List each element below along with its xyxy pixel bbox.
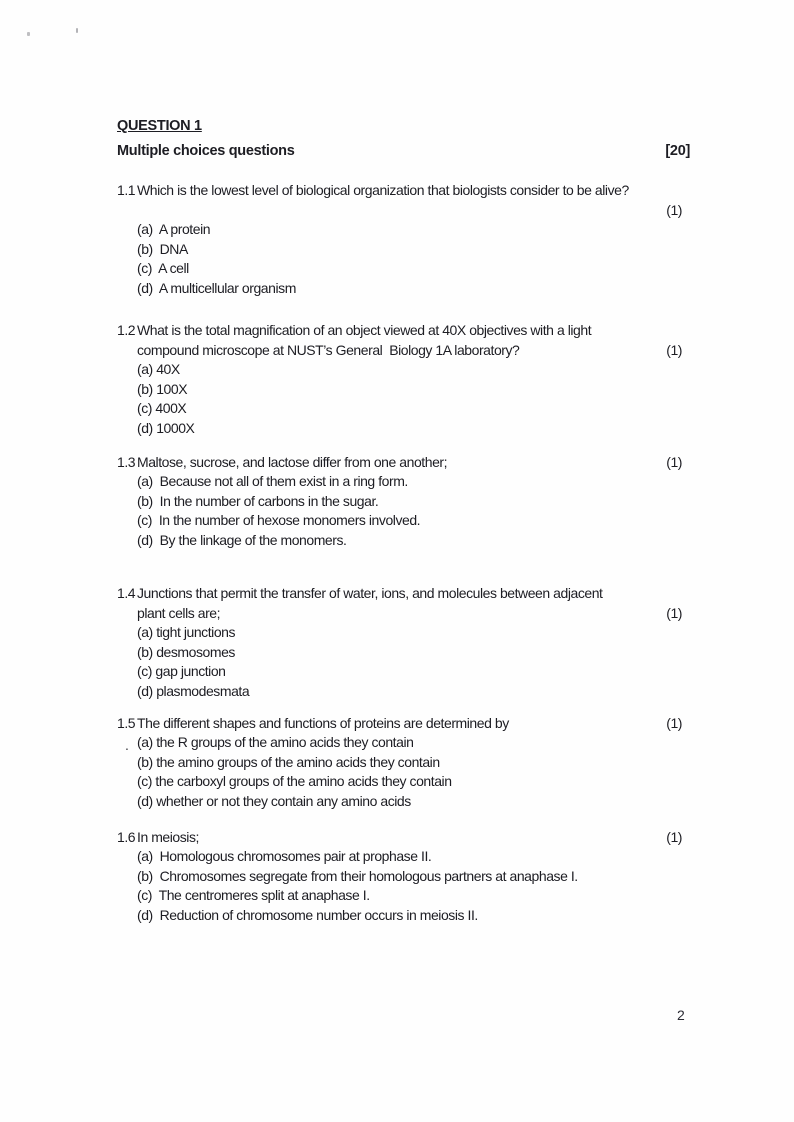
question-line bbox=[117, 713, 690, 733]
question-1-6 bbox=[117, 827, 690, 925]
question-text: Junctions that permit the transfer of water, ions, and molecules between adjacent bbox=[137, 585, 603, 601]
option-c: (c) the carboxyl groups of the amino acids they contain bbox=[137, 773, 452, 789]
total-marks: [20] bbox=[665, 143, 690, 159]
options-list bbox=[137, 847, 690, 925]
question-number: 1.5 bbox=[117, 715, 136, 731]
option-c: (c) The centromeres split at anaphase I. bbox=[137, 887, 370, 903]
option-b: (b) the amino groups of the amino acids they contain bbox=[137, 753, 440, 770]
page-number: 2 bbox=[677, 1007, 685, 1023]
option-a: (a) tight junctions bbox=[137, 624, 236, 640]
question-1-3 bbox=[117, 452, 690, 550]
question-line bbox=[117, 320, 690, 340]
option-a: (a) 40X bbox=[137, 361, 180, 377]
option-b: (b) Chromosomes segregate from their homologous partners at anaphase I. bbox=[137, 867, 578, 884]
options-list bbox=[137, 360, 690, 438]
question-1-2 bbox=[117, 320, 690, 438]
option-d: (d) 1000X bbox=[137, 419, 195, 436]
question-line bbox=[117, 452, 690, 472]
option-c: (c) A cell bbox=[137, 260, 189, 276]
marks-badge: (1) bbox=[666, 829, 682, 845]
option-b: (b) DNA bbox=[137, 240, 188, 257]
question-line bbox=[117, 180, 690, 200]
section-subtitle-row bbox=[117, 141, 690, 161]
option-d: (d) whether or not they contain any amino acids bbox=[137, 792, 411, 809]
question-line-continued bbox=[117, 340, 690, 360]
question-text: In meiosis; bbox=[137, 829, 199, 845]
question-line-continued bbox=[117, 603, 690, 623]
options-list bbox=[137, 220, 690, 298]
question-number: 1.3 bbox=[117, 454, 136, 470]
question-number: 1.6 bbox=[117, 829, 136, 845]
option-d: (d) A multicellular organism bbox=[137, 279, 296, 296]
question-text: What is the total magnification of an object viewed at 40X objectives with a light bbox=[137, 322, 592, 338]
option-d: (d) plasmodesmata bbox=[137, 682, 250, 699]
option-c: (c) In the number of hexose monomers involved. bbox=[137, 512, 421, 528]
options-list bbox=[137, 472, 690, 550]
option-a: (a) the R groups of the amino acids they contain bbox=[137, 734, 414, 750]
marks-badge: (1) bbox=[666, 342, 682, 358]
option-c: (c) gap junction bbox=[137, 663, 226, 679]
question-number: 1.1 bbox=[117, 182, 136, 198]
option-d: (d) Reduction of chromosome number occurs in meiosis II. bbox=[137, 906, 478, 923]
question-1-4 bbox=[117, 583, 690, 701]
option-a: (a) Because not all of them exist in a ring form. bbox=[137, 473, 408, 489]
scan-speck bbox=[76, 28, 78, 33]
question-number: 1.2 bbox=[117, 322, 136, 338]
option-b: (b) 100X bbox=[137, 380, 188, 397]
question-text: compound microscope at NUST’s General Biology 1A laboratory? bbox=[137, 342, 520, 358]
marks-badge: (1) bbox=[666, 202, 682, 218]
options-list bbox=[137, 623, 690, 701]
question-1-5 bbox=[117, 713, 690, 811]
marks-badge: (1) bbox=[666, 454, 682, 470]
question-1-1 bbox=[117, 180, 690, 298]
option-a: (a) Homologous chromosomes pair at prophase II. bbox=[137, 848, 432, 864]
section-subtitle: Multiple choices questions bbox=[117, 143, 295, 159]
option-b: (b) desmosomes bbox=[137, 643, 235, 660]
options-list bbox=[125, 733, 690, 811]
scan-speck bbox=[27, 32, 30, 36]
option-b: (b) In the number of carbons in the sugar. bbox=[137, 492, 379, 509]
question-text: plant cells are; bbox=[137, 605, 221, 621]
question-text: The different shapes and functions of proteins are determined by bbox=[137, 715, 509, 731]
marks-badge: (1) bbox=[666, 715, 682, 731]
question-line bbox=[117, 827, 690, 847]
question-section-title: QUESTION 1 bbox=[117, 118, 202, 134]
question-text: Which is the lowest level of biological organization that biologists consider to be alive? bbox=[137, 182, 629, 198]
question-line bbox=[117, 583, 690, 603]
marks-badge: (1) bbox=[666, 605, 682, 621]
option-a: (a) A protein bbox=[137, 221, 211, 237]
option-c: (c) 400X bbox=[137, 400, 187, 416]
question-text: Maltose, sucrose, and lactose differ from one another; bbox=[137, 454, 448, 470]
scan-artifact-dot: . bbox=[125, 737, 129, 753]
question-number: 1.4 bbox=[117, 585, 136, 601]
option-d: (d) By the linkage of the monomers. bbox=[137, 531, 347, 548]
page-content bbox=[117, 116, 690, 925]
